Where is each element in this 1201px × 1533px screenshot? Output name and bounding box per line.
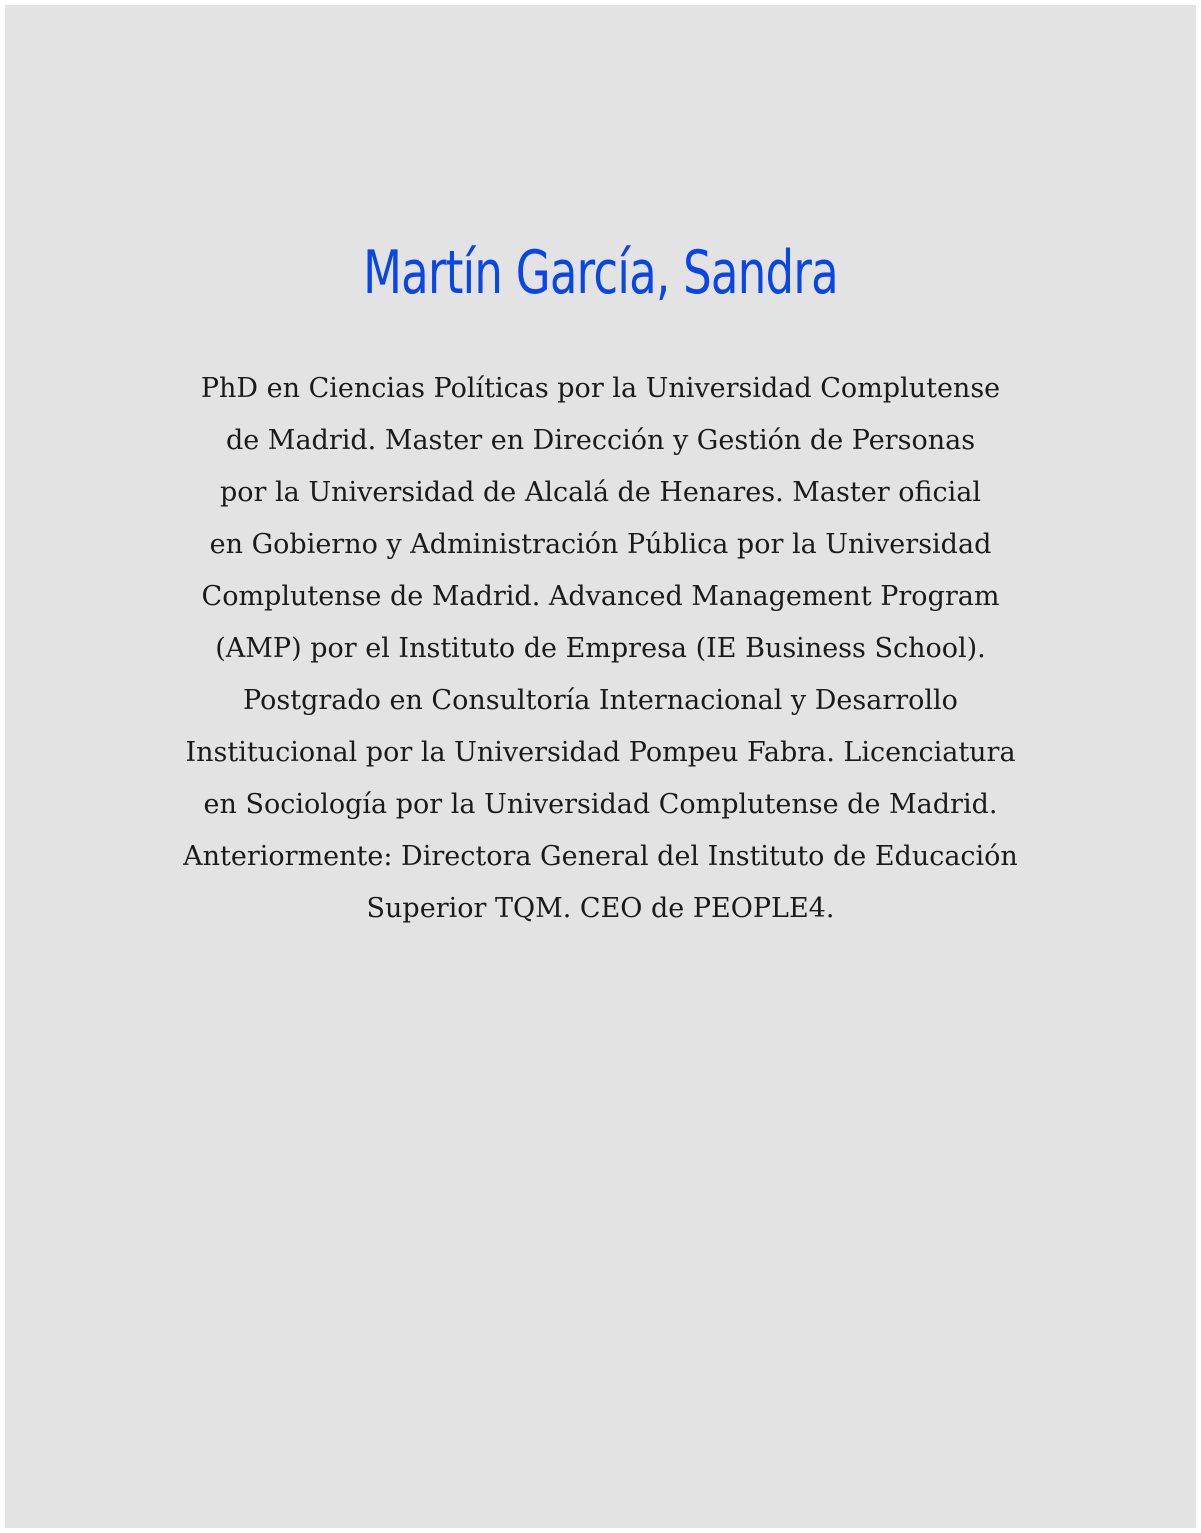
bio-line: por la Universidad de Alcalá de Henares. Master oficial xyxy=(220,477,981,508)
bio-line: Superior TQM. CEO de PEOPLE4. xyxy=(366,893,835,924)
profile-card xyxy=(5,5,1196,1528)
bio-line: PhD en Ciencias Políticas por la Universidad Complutense xyxy=(200,373,1001,404)
bio-line: de Madrid. Master en Dirección y Gestión de Personas xyxy=(225,425,976,456)
bio-line: Complutense de Madrid. Advanced Management Program xyxy=(201,581,1000,612)
person-name: Martín García, Sandra xyxy=(363,238,838,308)
bio-line: Institucional por la Universidad Pompeu Fabra. Licenciatura xyxy=(185,737,1016,768)
bio-line: (AMP) por el Instituto de Empresa (IE Business School). xyxy=(215,633,986,664)
bio-line: en Sociología por la Universidad Complutense de Madrid. xyxy=(203,789,998,820)
bio-line: Anteriormente: Directora General del Instituto de Educación xyxy=(183,841,1018,872)
bio-line: Postgrado en Consultoría Internacional y Desarrollo xyxy=(243,685,958,716)
biography xyxy=(105,363,1096,935)
bio-line: en Gobierno y Administración Pública por la Universidad xyxy=(209,529,992,560)
